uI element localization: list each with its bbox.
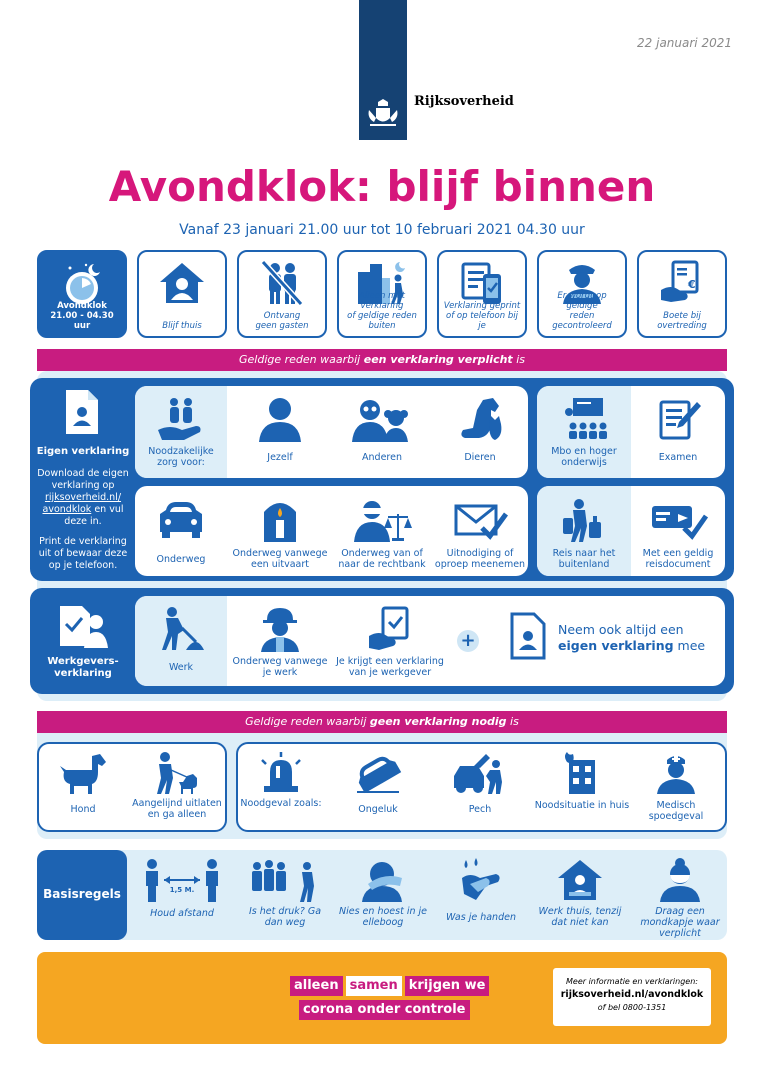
item-label: Noodgeval zoals: (240, 798, 322, 809)
eigen-verklaring-download: Download de eigen verklaring op rijksoverheid.nl/ avondklok en vul deze in. (37, 468, 129, 527)
item-label: Onderweg vanwege een uitvaart (232, 548, 328, 570)
item-uitnodiging (432, 498, 528, 570)
basisregels-title: Basisregels (43, 887, 121, 901)
work-home-icon (555, 858, 605, 902)
item-label: Was je handen (446, 912, 516, 923)
werkgever-title: Werkgevers- verklaring (47, 656, 119, 679)
slogan-row-1 (290, 976, 489, 996)
item-label: Is het druk? Ga dan weg (248, 906, 322, 928)
item-label: Medisch spoedgeval (648, 800, 704, 822)
item-druk (240, 858, 330, 928)
slogan-corona: corona onder controle (299, 1000, 470, 1020)
item-label: Anderen (362, 452, 402, 463)
eigen-verklaring-print: Print de verklaring uit of bewaar deze op je telefoon. (38, 536, 128, 571)
item-medisch (628, 752, 724, 822)
logo-bar (359, 0, 407, 140)
crowd-icon (249, 858, 321, 902)
item-noodgeval (238, 752, 324, 809)
item-label: Dieren (464, 452, 496, 463)
card-blijf-thuis (137, 250, 227, 338)
item-label: Werk (168, 662, 194, 673)
worker-icon (156, 606, 206, 652)
card-label: Blijf thuis (162, 321, 202, 331)
fine-icon (657, 260, 707, 306)
card-label: Boete bij overtreding (657, 311, 707, 331)
item-ongeluk (330, 752, 426, 815)
card-label: Er wordt op geldige reden gecontroleerd (552, 291, 612, 331)
classroom-icon (559, 396, 609, 442)
car-icon (156, 498, 206, 542)
item-hond (40, 752, 126, 815)
item-label: Noodsituatie in huis (534, 800, 630, 811)
card-boete (637, 250, 727, 338)
hand-document-icon (365, 606, 415, 652)
item-label: Onderweg van of naar de rechtbank (338, 548, 426, 570)
card-avondklok (37, 250, 127, 338)
item-dieren (432, 396, 528, 463)
item-onderweg-werk (232, 606, 328, 678)
card-label: Ontvang geen gasten (255, 311, 309, 331)
no-guests-icon (257, 260, 307, 306)
crash-icon (353, 752, 403, 794)
item-buitenland (540, 498, 628, 570)
care-hand-icon (156, 396, 206, 442)
item-uitlaten (130, 752, 224, 820)
eigen-verklaring-title: Eigen verklaring (36, 446, 130, 457)
item-label: Hond (70, 804, 96, 815)
document-phone-icon (457, 260, 507, 306)
item-label: Met een geldig reisdocument (642, 548, 714, 570)
dog-icon (58, 752, 108, 794)
item-label: Werk thuis, tenzij dat niet kan (538, 906, 622, 928)
item-rechtbank (334, 498, 430, 570)
item-label: Mbo en hoger onderwijs (551, 446, 617, 468)
item-uitvaart (232, 498, 328, 570)
item-onderweg (138, 498, 224, 565)
plus-icon: + (457, 630, 479, 652)
item-mondkapje (632, 858, 728, 939)
distance-icon (142, 858, 222, 902)
sneeze-icon (358, 858, 408, 902)
item-label: Noodzakelijke zorg voor: (148, 446, 214, 468)
distance-label: 1,5 M. (169, 886, 195, 894)
date: 22 januari 2021 (637, 36, 732, 50)
card-verklaring-bij-je (437, 250, 527, 338)
fire-building-icon (557, 752, 607, 794)
item-label: Aangelijnd uitlaten en ga alleen (132, 798, 222, 820)
person-icon (255, 396, 305, 442)
document-person-check-icon (56, 602, 110, 650)
coat-of-arms-icon (366, 98, 400, 128)
item-label: Onderweg vanwege je werk (232, 656, 328, 678)
card-verklaring-buiten (337, 250, 427, 338)
page-subtitle: Vanaf 23 januari 21.00 uur tot 10 februari 2021 04.30 uur (179, 222, 585, 238)
nurse-icon (651, 752, 701, 794)
item-pech (432, 752, 528, 815)
elderly-child-icon (350, 396, 414, 442)
ticket-check-icon (648, 498, 708, 542)
item-examen (632, 396, 724, 463)
avondklok-link[interactable]: rijksoverheid.nl/ avondklok (42, 492, 122, 515)
card-controle (537, 250, 627, 338)
mask-icon (655, 858, 705, 902)
slogan-alleen: alleen (290, 976, 343, 996)
item-jezelf (232, 396, 328, 463)
item-anderen (334, 396, 430, 463)
item-label: Onderweg (156, 554, 206, 565)
item-label: Draag een mondkapje waar verplicht (640, 906, 720, 939)
document-person-icon (508, 612, 548, 660)
item-reisdocument (632, 498, 724, 570)
page-title: Avondklok: blijf binnen (108, 162, 656, 211)
dog-walk-icon (149, 752, 205, 794)
item-noodzakelijke-zorg (138, 396, 224, 468)
slogan-row-2 (299, 1000, 470, 1020)
svg-text:€: € (688, 278, 696, 291)
item-werk (138, 606, 224, 673)
item-label: Jezelf (267, 452, 293, 463)
breakdown-icon (452, 752, 508, 794)
slogan-krijgen-we: krijgen we (405, 976, 490, 996)
card-label: Avondklok 21.00 - 04.30 uur (50, 301, 114, 331)
card-geen-gasten (237, 250, 327, 338)
item-noodsituatie (534, 752, 630, 811)
item-label: Houd afstand (150, 908, 214, 919)
scales-icon (352, 498, 412, 542)
item-label: Je krijgt een verklaring van je werkgever (336, 656, 444, 678)
envelope-check-icon (452, 498, 508, 542)
info-line-1: Meer informatie en verklaringen: (566, 977, 698, 986)
info-link[interactable]: rijksoverheid.nl/avondklok (560, 989, 704, 1000)
item-nies (338, 858, 428, 928)
item-werkgever-verklaring (334, 606, 446, 678)
info-box (553, 968, 711, 1026)
candle-icon (258, 498, 302, 542)
logo-text: Rijksoverheid (414, 94, 514, 109)
neem-ook-text: Neem ook altijd een eigen verklaring mee (558, 622, 706, 653)
item-onderwijs (540, 396, 628, 468)
exam-icon (653, 396, 703, 442)
item-label: Uitnodiging of oproep meenemen (434, 548, 526, 570)
item-label: Pech (468, 804, 492, 815)
item-label: Nies en hoest in je elleboog (339, 906, 427, 928)
item-label: Reis naar het buitenland (552, 548, 616, 570)
dog-cat-icon (455, 396, 505, 442)
house-icon (157, 260, 207, 306)
info-phone: of bel 0800-1351 (597, 1003, 667, 1012)
traveler-icon (559, 498, 609, 542)
item-handen (436, 858, 526, 923)
section-bar-geen-verklaring: Geldige reden waarbij geen verklaring nodig is (37, 711, 727, 733)
item-houd-afstand (134, 858, 230, 919)
item-label: Ongeluk (358, 804, 398, 815)
section-bar-verklaring-verplicht: Geldige reden waarbij een verklaring verplicht is (37, 349, 727, 371)
siren-icon (256, 752, 306, 794)
wash-hands-icon (456, 858, 506, 902)
item-werk-thuis (532, 858, 628, 928)
card-label: Alleen met verklaring of geldige reden buiten (347, 291, 417, 331)
item-label: Examen (658, 452, 698, 463)
card-label: Verklaring geprint of op telefoon bij je (443, 301, 521, 331)
hardhat-icon (255, 606, 305, 652)
document-person-icon (62, 388, 102, 436)
slogan-samen: samen (346, 976, 402, 996)
